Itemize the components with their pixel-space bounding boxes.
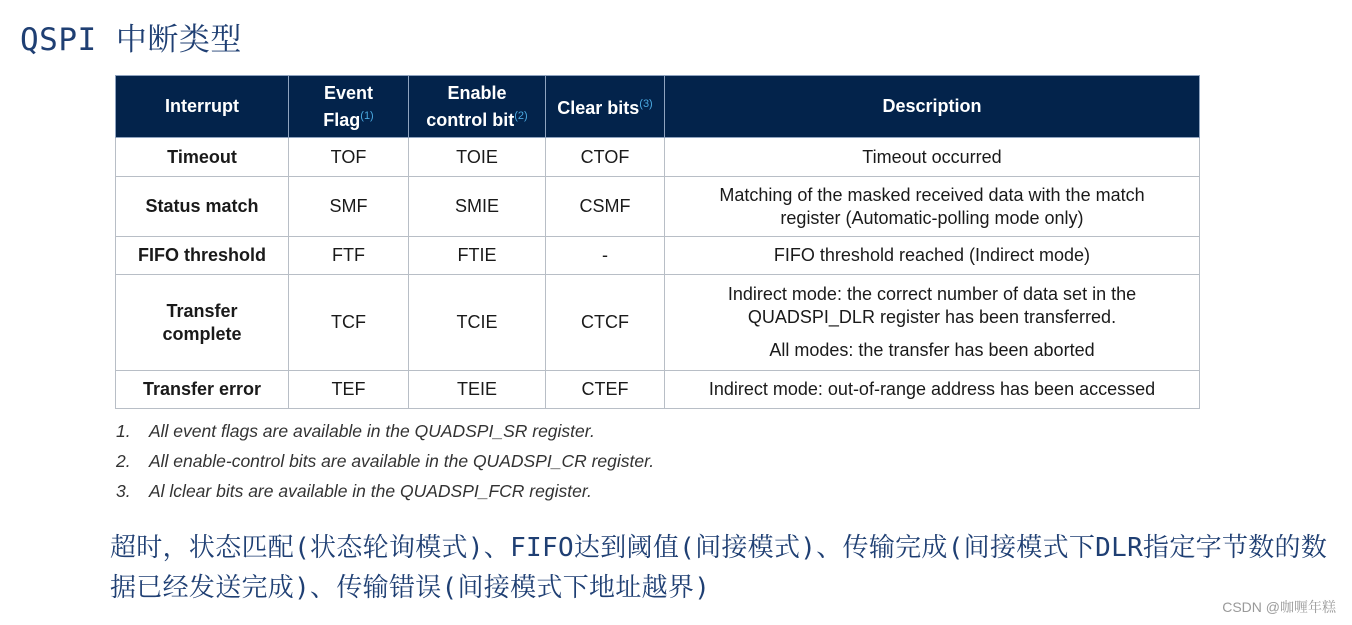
- footnote: 1. All event flags are available in the QUADSPI_SR register.: [116, 421, 595, 441]
- cell-description: [665, 275, 1200, 371]
- header-event-flag: Event Flag$^{(1)}$: [289, 76, 409, 138]
- header-enable-control-bit: Enable control bit$^{(2)}$: [409, 76, 546, 138]
- footnote: 2. All enable-control bits are available in the QUADSPI_CR register.: [116, 451, 655, 471]
- table-header-row: [116, 76, 1200, 138]
- cell-clear: -: [546, 237, 665, 275]
- description-line-1: Indirect mode: the correct number of data set in the QUADSPI_DLR register has been transferred.: [727, 284, 1137, 327]
- cell-clear: CTOF: [546, 138, 665, 177]
- cell-enable: TCIE: [409, 275, 546, 371]
- cell-enable: TOIE: [409, 138, 546, 177]
- description-line-2: All modes: the transfer has been aborted: [769, 340, 1095, 360]
- cell-description: Timeout occurred: [665, 138, 1200, 177]
- footnote: 3. Al lclear bits are available in the QUADSPI_FCR register.: [116, 481, 592, 501]
- interrupt-table: [115, 75, 1200, 409]
- cell-flag: TEF: [289, 371, 409, 409]
- cell-flag: TCF: [289, 275, 409, 371]
- cell-description: FIFO threshold reached (Indirect mode): [665, 237, 1200, 275]
- cell-clear: CTCF: [546, 275, 665, 371]
- header-description: Description: [665, 76, 1200, 138]
- header-clear-bits: Clear bits$^{(3)}$: [546, 76, 665, 138]
- cell-enable: FTIE: [409, 237, 546, 275]
- cell-clear: CTEF: [546, 371, 665, 409]
- cell-interrupt: Timeout: [116, 138, 289, 177]
- cell-interrupt: FIFO threshold: [116, 237, 289, 275]
- watermark: CSDN @咖喱年糕: [1222, 599, 1336, 615]
- header-interrupt: Interrupt: [116, 76, 289, 138]
- cell-interrupt: Transfer complete: [116, 275, 289, 371]
- table-row: [116, 177, 1200, 237]
- page-title: QSPI 中断类型: [20, 22, 242, 58]
- cell-interrupt: Transfer error: [116, 371, 289, 409]
- summary-text: 超时，状态匹配(状态轮询模式)、FIFO达到阈值(间接模式)、传输完成(间接模式下DLR指定字节数的数据已经发送完成)、传输错误(间接模式下地址越界): [110, 533, 1328, 603]
- table-row: [116, 237, 1200, 275]
- cell-description: Matching of the masked received data with the match register (Automatic-polling mode only): [665, 177, 1200, 237]
- table-row: [116, 275, 1200, 371]
- cell-interrupt: Status match: [116, 177, 289, 237]
- cell-flag: FTF: [289, 237, 409, 275]
- cell-flag: SMF: [289, 177, 409, 237]
- cell-flag: TOF: [289, 138, 409, 177]
- cell-description: Indirect mode: out-of-range address has been accessed: [665, 371, 1200, 409]
- cell-clear: CSMF: [546, 177, 665, 237]
- table-footnotes: [116, 418, 654, 508]
- cell-enable: SMIE: [409, 177, 546, 237]
- table-row: [116, 138, 1200, 177]
- table-row: [116, 371, 1200, 409]
- cell-enable: TEIE: [409, 371, 546, 409]
